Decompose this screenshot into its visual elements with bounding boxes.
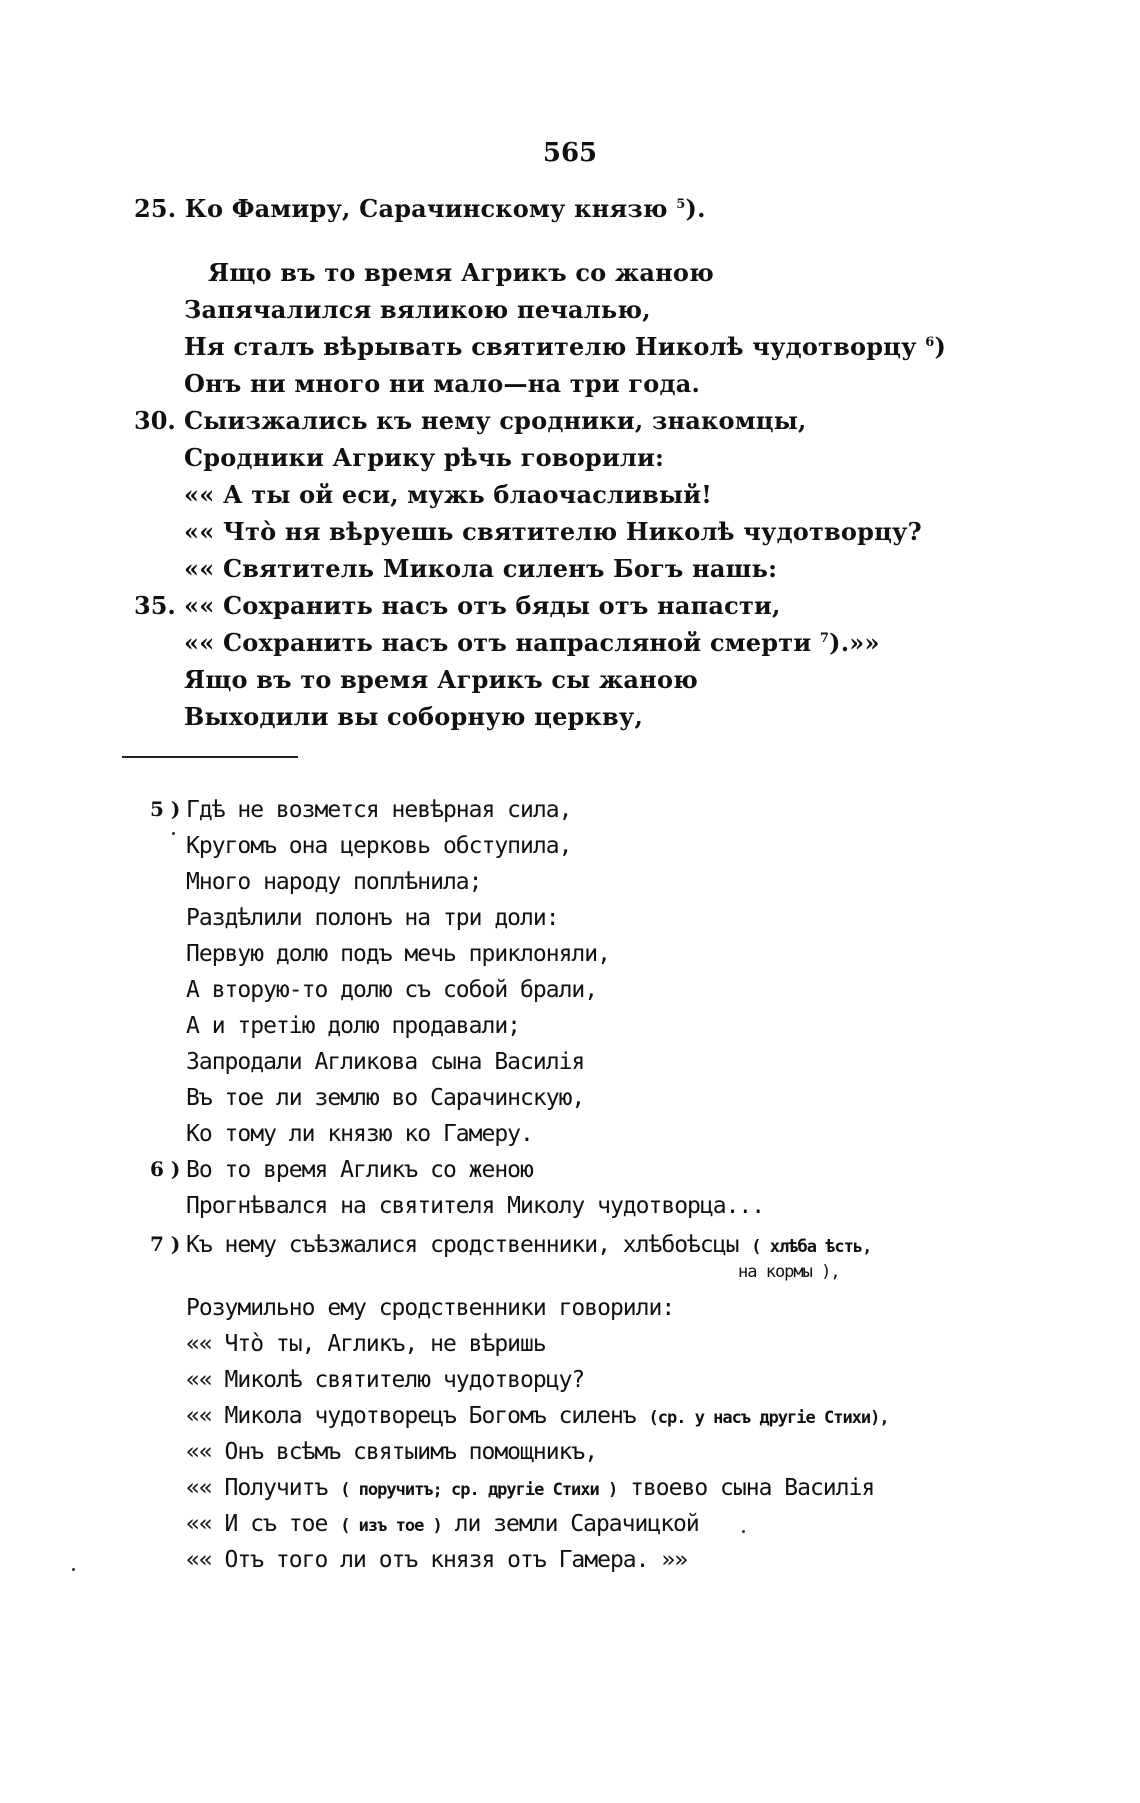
footnote-line: Много народу поплѣнила;	[186, 869, 482, 895]
verse-line: Сродники Агрику рѣчь говорили:	[184, 443, 665, 472]
footnote-marker: 5 )	[150, 797, 181, 821]
verse-note-ref: 6	[925, 335, 935, 350]
scan-speck	[72, 1568, 75, 1571]
footnote-line	[186, 1511, 699, 1537]
footnote-line: Во то время Агликъ со женою	[186, 1157, 533, 1183]
footnote-line	[186, 1403, 889, 1429]
verse-line: «« Чтò ня вѣруешь святителю Николѣ чудотворцу?	[184, 517, 922, 546]
verse-note-close: )	[934, 332, 947, 361]
footnote-gloss: ( поручитъ; ср. другіе Стихи )	[340, 1480, 618, 1500]
footnote-text: твоево сына Василія	[630, 1475, 875, 1501]
section-title-end: ).	[685, 194, 706, 223]
verse-line: Ящо въ то время Агрикъ сы жаною	[184, 665, 698, 694]
footnote-line: Запродали Агликова сына Василія	[186, 1049, 585, 1075]
verse-line: «« Сохранить насъ отъ бяды отъ напасти,	[184, 591, 781, 620]
footnote-marker: 6 )	[150, 1157, 181, 1181]
verse-line: Запячалился вяликою печалью,	[184, 295, 651, 324]
verse-line	[184, 332, 946, 361]
footnote-line: «« Отъ того ли отъ князя отъ Гамера. »»	[186, 1547, 688, 1573]
verse-number: 30.	[134, 406, 176, 435]
footnote-line: Гдѣ не возмется невѣрная сила,	[186, 797, 572, 823]
page-number: 565	[542, 138, 598, 168]
footnote-line	[186, 1232, 871, 1258]
footnote-line: Раздѣлили полонъ на три доли:	[186, 905, 559, 931]
footnote-line: А и третію долю продавали;	[186, 1013, 521, 1039]
footnote-line: Кругомъ она церковь обступила,	[186, 833, 572, 859]
footnote-marker: 7 )	[150, 1232, 181, 1256]
verse-text: Ня сталъ вѣрывать святителю Николѣ чудотворцу	[184, 332, 917, 361]
section-note-ref: 5	[676, 197, 686, 212]
verse-line: Выходили вы соборную церкву,	[184, 702, 644, 731]
section-title: Ко Фамиру, Сарачинскому князю	[184, 194, 668, 223]
footnote-divider	[122, 756, 298, 758]
section-heading	[134, 194, 706, 223]
footnote-gloss: на кормы ),	[738, 1262, 840, 1282]
verse-line	[184, 628, 880, 657]
footnote-line: Розумильно ему сродственники говорили:	[186, 1295, 675, 1321]
verse-number: 35.	[134, 591, 176, 620]
verse-line: Сыизжались къ нему сродники, знакомцы,	[184, 406, 807, 435]
verse-note-ref: 7	[819, 631, 830, 646]
footnote-gloss: (ср. у насъ другіе Стихи),	[648, 1408, 889, 1428]
verse-line: Ящо въ то время Агрикъ со жаною	[208, 258, 714, 287]
footnote-line: «« Онъ всѣмъ святыимъ помощникъ,	[186, 1439, 598, 1465]
footnote-text: ли земли Сарачицкой	[454, 1511, 699, 1537]
verse-note-close: ).»»	[829, 628, 880, 657]
footnote-gloss: ( изъ тое )	[340, 1516, 442, 1536]
scan-speck	[172, 832, 175, 835]
footnote-text: «« Микола чудотворецъ Богомъ силенъ	[186, 1403, 636, 1429]
scan-speck	[742, 1530, 745, 1533]
footnote-text: Къ нему съѣзжалися сродственники, хлѣбоѣсцы	[186, 1232, 739, 1258]
section-number: 25.	[134, 194, 177, 223]
footnote-line: А вторую-то долю съ собой брали,	[186, 977, 598, 1003]
verse-line: «« Святитель Микола силенъ Богъ нашь:	[184, 554, 778, 583]
footnote-line: «« Чтò ты, Агликъ, не вѣришь	[186, 1331, 546, 1357]
footnote-text: «« И съ тое	[186, 1511, 328, 1537]
footnote-line: Ко тому ли князю ко Гамеру.	[186, 1121, 533, 1147]
verse-line: «« А ты ой еси, мужь блаочасливый!	[184, 480, 713, 509]
footnote-line: Прогнѣвался на святителя Миколу чудотворца...	[186, 1193, 765, 1219]
verse-line: Онъ ни много ни мало—на три года.	[184, 369, 701, 398]
footnote-line: Первую долю подъ мечь приклоняли,	[186, 941, 610, 967]
footnote-line: Въ тое ли землю во Сарачинскую,	[186, 1085, 585, 1111]
footnote-line	[186, 1475, 874, 1501]
footnote-line: «« Миколѣ святителю чудотворцу?	[186, 1367, 585, 1393]
footnote-gloss: ( хлѣба ѣсть,	[751, 1237, 872, 1257]
footnote-text: «« Получитъ	[186, 1475, 328, 1501]
verse-text: «« Сохранить насъ отъ напрасляной смерти	[184, 628, 812, 657]
